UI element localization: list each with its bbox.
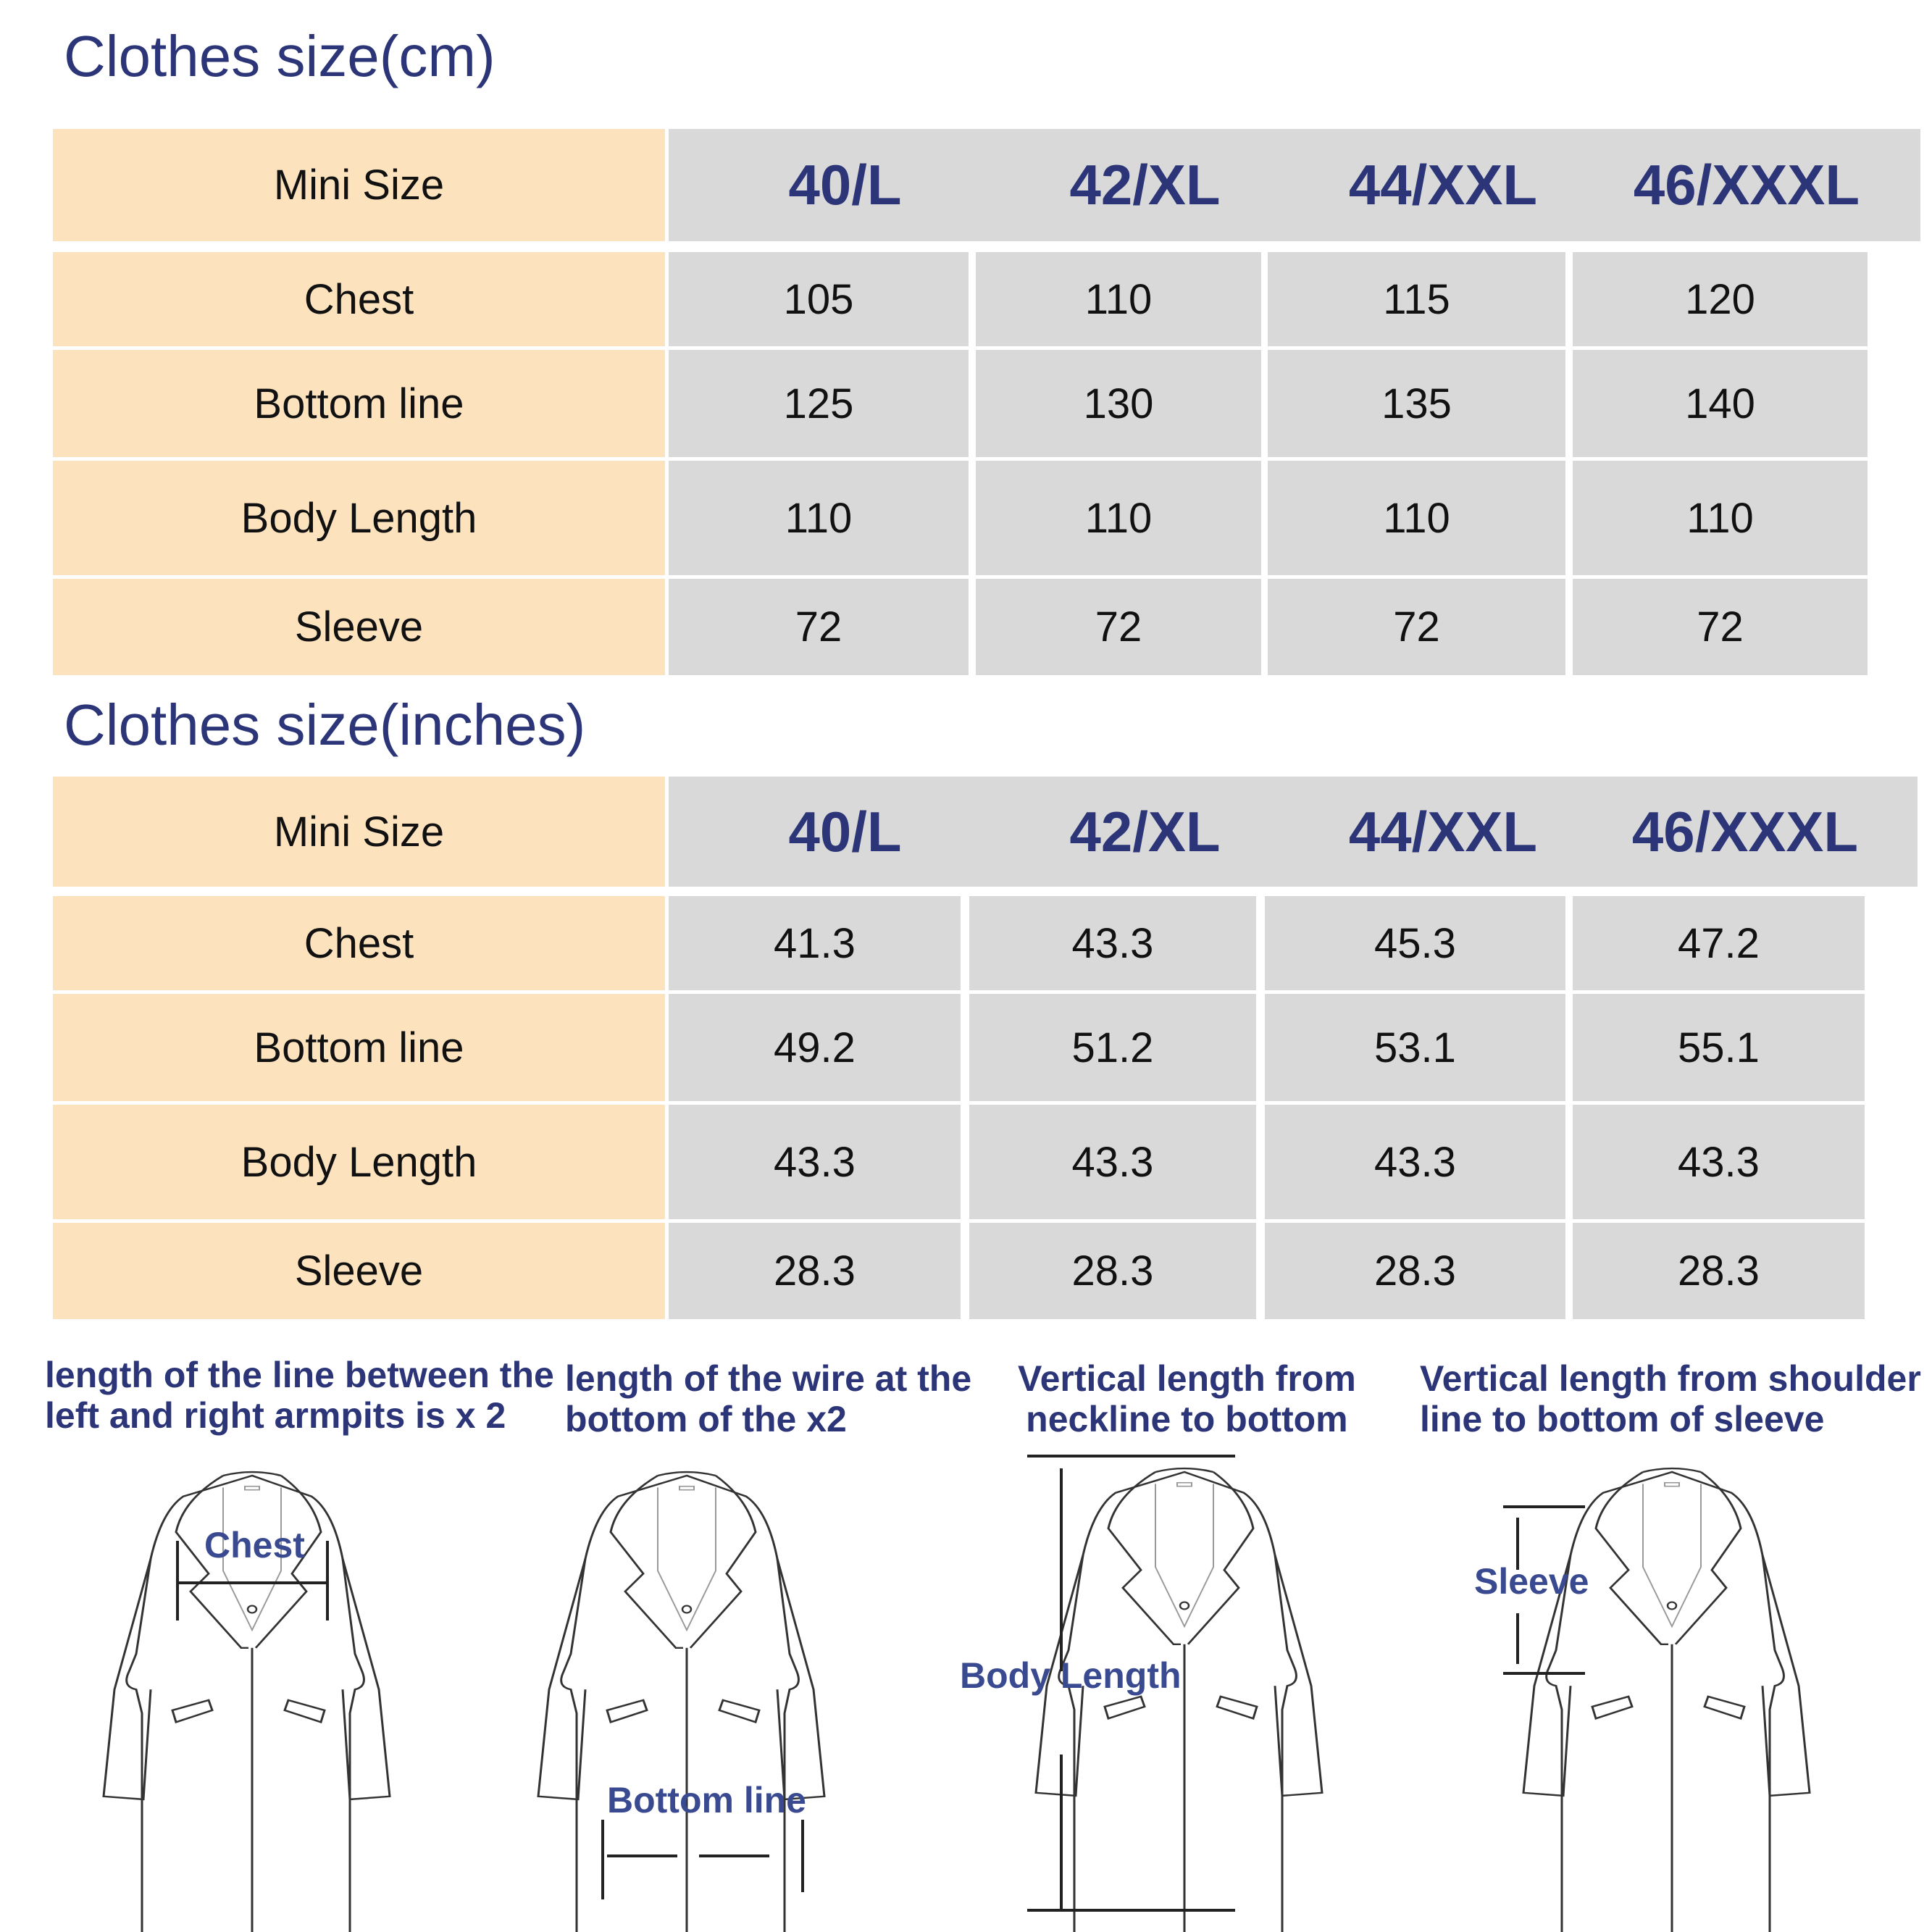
row-label: Chest xyxy=(53,252,665,346)
table-cell: 105 xyxy=(669,252,969,346)
size-header-cell: 40/L xyxy=(669,129,1021,241)
table-cell: 115 xyxy=(1268,252,1565,346)
desc-line: Vertical length from xyxy=(1018,1358,1356,1399)
table-cell: 28.3 xyxy=(1573,1223,1865,1319)
table-cell: 43.3 xyxy=(1265,1105,1565,1219)
desc-line: bottom of the x2 xyxy=(565,1399,847,1439)
size-header-cell: 42/XL xyxy=(976,777,1314,887)
coat-bottom-line-diagram xyxy=(538,1472,824,1932)
table-cell: 53.1 xyxy=(1265,994,1565,1101)
table-cell: 43.3 xyxy=(969,896,1256,990)
table-cell: 28.3 xyxy=(669,1223,961,1319)
sleeve-label: Sleeve xyxy=(1474,1561,1589,1602)
coat-body-length-diagram xyxy=(1036,1468,1322,1932)
desc-line: line to bottom of sleeve xyxy=(1420,1399,1825,1439)
size-header-cell: 46/XXXL xyxy=(1573,777,1918,887)
row-label: Bottom line xyxy=(53,350,665,457)
header-label-cell: Mini Size xyxy=(53,777,665,887)
size-header-cell: 40/L xyxy=(669,777,1021,887)
size-header-cell: 44/XXL xyxy=(1268,777,1618,887)
size-header-cell: 44/XXL xyxy=(1268,129,1618,241)
size-header-cell: 46/XXXL xyxy=(1573,129,1920,241)
table-cell: 110 xyxy=(976,252,1261,346)
table-cell: 72 xyxy=(669,579,969,675)
table-cell: 125 xyxy=(669,350,969,457)
table-cell: 45.3 xyxy=(1265,896,1565,990)
table-cell: 110 xyxy=(976,461,1261,575)
table-cell: 28.3 xyxy=(969,1223,1256,1319)
row-label: Sleeve xyxy=(53,1223,665,1319)
table-cell: 120 xyxy=(1573,252,1868,346)
table-cell: 41.3 xyxy=(669,896,961,990)
table-cell: 49.2 xyxy=(669,994,961,1101)
table-cell: 47.2 xyxy=(1573,896,1865,990)
row-label: Bottom line xyxy=(53,994,665,1101)
table-cell: 43.3 xyxy=(969,1105,1256,1219)
size-header-cell: 42/XL xyxy=(976,129,1314,241)
desc-line: neckline to bottom xyxy=(1026,1399,1348,1439)
table-cell: 140 xyxy=(1573,350,1868,457)
row-label: Sleeve xyxy=(53,579,665,675)
table-cell: 110 xyxy=(1573,461,1868,575)
table-cell: 110 xyxy=(1268,461,1565,575)
table-cell: 130 xyxy=(976,350,1261,457)
table-cell: 72 xyxy=(976,579,1261,675)
desc-line: Vertical length from shoulder xyxy=(1420,1358,1921,1399)
body-length-label: Body Length xyxy=(960,1655,1182,1696)
table-cell: 110 xyxy=(669,461,969,575)
row-label: Body Length xyxy=(53,461,665,575)
bottom-line-label: Bottom line xyxy=(607,1780,806,1820)
row-label: Body Length xyxy=(53,1105,665,1219)
table-cell: 28.3 xyxy=(1265,1223,1565,1319)
table-cell: 135 xyxy=(1268,350,1565,457)
chest-label: Chest xyxy=(204,1525,305,1565)
desc-line: length of the wire at the xyxy=(565,1358,972,1399)
header-label-cell: Mini Size xyxy=(53,129,665,241)
row-label: Chest xyxy=(53,896,665,990)
table-cell: 43.3 xyxy=(669,1105,961,1219)
table-cell: 51.2 xyxy=(969,994,1256,1101)
table-cell: 72 xyxy=(1268,579,1565,675)
table-title-cm: Clothes size(cm) xyxy=(64,24,495,88)
desc-line: left and right armpits is x 2 xyxy=(45,1395,506,1436)
table-cell: 43.3 xyxy=(1573,1105,1865,1219)
table-title-inches: Clothes size(inches) xyxy=(64,693,586,757)
table-cell: 72 xyxy=(1573,579,1868,675)
coat-sleeve-diagram xyxy=(1523,1468,1810,1932)
desc-line: length of the line between the xyxy=(45,1355,554,1395)
coat-diagrams xyxy=(0,1352,1932,1932)
table-cell: 55.1 xyxy=(1573,994,1865,1101)
